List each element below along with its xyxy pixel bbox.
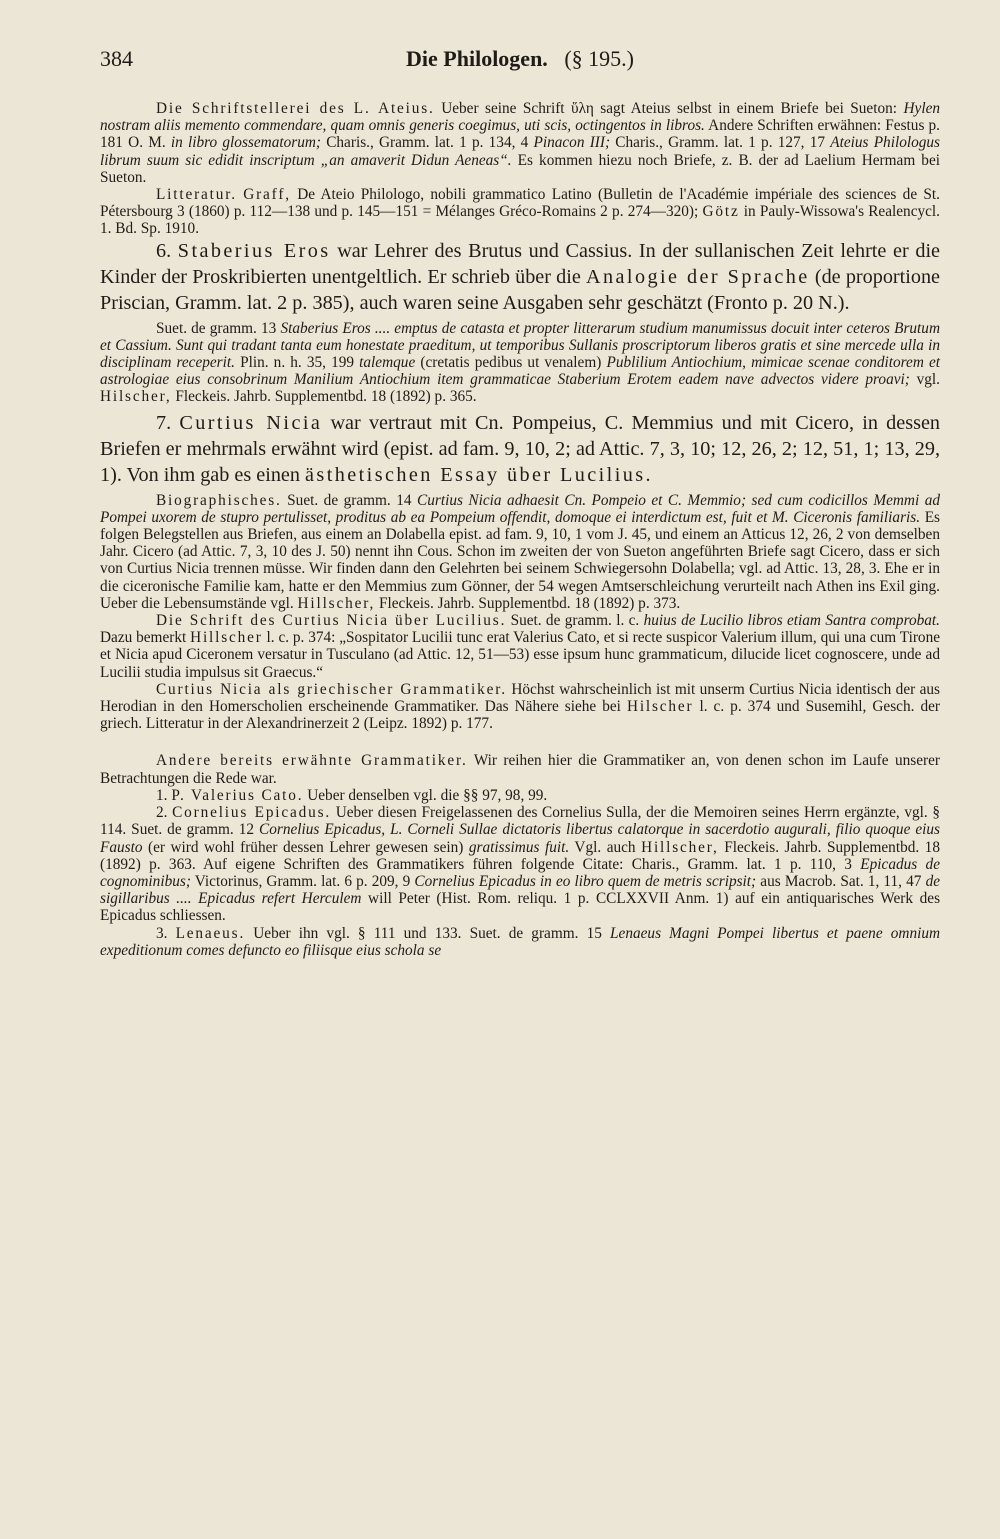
entry-number: 1. bbox=[156, 786, 168, 804]
page-body bbox=[100, 100, 940, 959]
paragraph-curtius-nicia: 7. Curtius Nicia war vertraut mit Cn. Pompeius, C. Memmius und mit Cicero, in dessen Briefen er mehrmals erwähnt wird (epist. ad fam. 9, 10, 2; ad Attic. 7, 3, 10; 12, 26, 2; 12, 51, 1; 13, 29, 1). Von ihm gab es einen ästhetischen Essay über Lucilius. bbox=[100, 411, 940, 486]
grammarian-name: Curtius Nicia bbox=[179, 411, 323, 434]
lead-phrase: Die Schriftstellerei des L. Ateius. bbox=[156, 100, 435, 117]
section-reference: (§ 195.) bbox=[564, 46, 634, 71]
page-header bbox=[100, 46, 940, 76]
work-title: Analogie der Sprache bbox=[586, 265, 810, 288]
lead-phrase: Biographisches. bbox=[156, 491, 282, 509]
page-number: 384 bbox=[100, 46, 133, 71]
paragraph-lucilius-work: Die Schrift des Curtius Nicia über Lucilius. Suet. de gramm. l. c. huius de Lucilio libros etiam Santra comprobat. Dazu bemerkt Hillscher l. c. p. 374: „Sospitator Lucilii tunc erat Valerius Cato, et si recte suspicor Valerium illum, qui una cum Tirone et Nicia apud Ciceronem versatur in Tusculano (ad Attic. 12, 51—53) esse ipsum hunc grammaticum, dilucide licet cognoscere, unde ad Lucilii studia impulsus sit Graecus.“ bbox=[100, 612, 941, 681]
author-name: Hilscher, bbox=[100, 388, 172, 406]
paragraph-biography: Biographisches. Suet. de gramm. 14 Curtius Nicia adhaesit Cn. Pompeio et C. Memmio; sed cum codicillos Memmi ad Pompei uxorem de stupro pertulisset, proditus ab ea Pompeium offendit, domoque ei interdictum est, fuit et M. Ciceronis familiaris. Es folgen Belegstellen aus Briefen, aus einem an Dolabella epist. ad fam. 9, 10, 1 vom J. 45, und einem an Atticus 12, 26, 2 von demselben Jahr. Cicero (ad Attic. 7, 3, 10 des J. 50) nennt ihn Cous. Schon im zweiten der von Sueton angeführten Briefe sagt Cicero, dass er sich von Curtius Nicia trennen müsse. Wir finden dann den Gelehrten bei seinem Schwiegersohn Dolabella; vgl. ad Attic. 13, 28, 3. Ehe er in die ciceronische Familie kam, hatte er den Memmius zum Gönner, der 54 wegen Amtserschleichung verurteilt nach Athen ins Exil ging. Ueber die Lebensumstände vgl. Hillscher, Fleckeis. Jahrb. Supplementbd. 18 (1892) p. 373. bbox=[100, 491, 940, 612]
paragraph-literature: Litteratur. Graff, De Ateio Philologo, nobili grammatico Latino (Bulletin de l'Académie impériale des sciences de St. Pétersbourg 3 (1860) p. 112—138 und p. 145—151 = Mélanges Gréco-Romains 2 p. 274—320); Götz in Pauly-Wissowa's Realencycl. 1. Bd. Sp. 1910. bbox=[100, 186, 941, 238]
lead-phrase: Die Schrift des Curtius Nicia über Lucilius. bbox=[156, 612, 507, 630]
author-name: Hilscher bbox=[626, 698, 694, 716]
paragraph-greek-grammarian: Curtius Nicia als griechischer Grammatiker. Höchst wahrscheinlich ist mit unserm Curtius Nicia identisch der aus Herodian in den Homerscholien erscheinende Grammatiker. Das Nähere siehe bei Hilscher l. c. p. 374 und Susemihl, Gesch. der griech. Litteratur in der Alexandrinerzeit 2 (Leipz. 1892) p. 177. bbox=[100, 680, 940, 733]
grammarian-name: Staberius Eros bbox=[177, 239, 331, 262]
author-name: Hillscher bbox=[190, 629, 263, 647]
author-name: Götz bbox=[702, 203, 740, 221]
paragraph-valerius-cato: 1. P. Valerius Cato. Ueber denselben vgl. die §§ 97, 98, 99. bbox=[156, 786, 548, 804]
paragraph-staberius-sources: Suet. de gramm. 13 Staberius Eros .... emptus de catasta et propter litterarum studium manumissus docuit inter ceteros Brutum et Cassium. Sunt qui tradant tanta eum honestate praeditum, ut temporibus Sullanis proscriptorum liberos gratis et sine mercede ulla in disciplinam receperit. Plin. n. h. 35, 199 talemque (cretatis pedibus ut venalem) Publilium Antiochium, mimicae scenae conditorem et astrologiae eius consobrinum Manilium Antiochium item grammaticae Staberium Erotem eadem nave advectos videre proavi; vgl. Hilscher, Fleckeis. Jahrb. Supplementbd. 18 (1892) p. 365. bbox=[100, 319, 941, 406]
grammarian-name: P. Valerius Cato. bbox=[171, 786, 304, 804]
paragraph-ateius-writings: Die Schriftstellerei des L. Ateius. Ueber seine Schrift ὕλη sagt Ateius selbst in einem Briefe bei Sueton: Hylen nostram aliis memento commendare, quam omnis generis coegimus, uti scis, octingentos in libros. Andere Schriften erwähnen: Festus p. 181 O. M. in libro glossematorum; Charis., Gramm. lat. 1 p. 134, 4 Pinacon III; Charis., Gramm. lat. 1 p. 127, 17 Ateius Philologus librum suum sic edidit inscriptum „an amaverit Didun Aeneas“. Es kommen hiezu noch Briefe, z. B. der ad Laelium Hermam bei Sueton. bbox=[100, 100, 941, 186]
running-title: Die Philologen. bbox=[406, 46, 548, 71]
grammarian-name: Lenaeus. bbox=[175, 924, 246, 942]
running-head bbox=[100, 46, 940, 72]
lead-phrase: Curtius Nicia als griechischer Grammatiker. bbox=[156, 680, 507, 698]
author-name: Hillscher, bbox=[641, 838, 719, 856]
work-title: ästhetischen Essay über Lucilius. bbox=[305, 463, 654, 486]
lead-phrase: Andere bereits erwähnte Grammatiker. bbox=[156, 752, 468, 770]
paragraph-cornelius-epicadus: 2. Cornelius Epicadus. Ueber diesen Freigelassenen des Cornelius Sulla, der die Memoiren seines Herrn ergänzte, vgl. § 114. Suet. de gramm. 12 Cornelius Epicadus, L. Corneli Sullae dictatoris libertus calatorque in sacerdotio augurali, filio quoque eius Fausto (er wird wohl früher dessen Lehrer gewesen sein) gratissimus fuit. Vgl. auch Hillscher, Fleckeis. Jahrb. Supplementbd. 18 (1892) p. 363. Auf eigene Schriften des Grammatikers führen folgende Citate: Charis., Gramm. lat. 1 p. 110, 3 Epicadus de cognominibus; Victorinus, Gramm. lat. 6 p. 209, 9 Cornelius Epicadus in eo libro quem de metris scripsit; aus Macrob. Sat. 1, 11, 47 de sigillaribus .... Epicadus refert Herculem will Peter (Hist. Rom. reliqu. 1 p. CCLXXVII Anm. 1) auf ein antiquarisches Werk des Epicadus schliessen. bbox=[100, 804, 941, 925]
author-name: Hillscher, bbox=[297, 594, 376, 612]
grammarian-name: Cornelius Epicadus. bbox=[172, 804, 332, 822]
entry-number: 2. bbox=[156, 804, 168, 822]
lead-phrase: Litteratur. bbox=[156, 186, 237, 204]
author-name: Graff, bbox=[243, 186, 291, 204]
paragraph-lenaeus: 3. Lenaeus. Ueber ihn vgl. § 111 und 133. Suet. de gramm. 15 Lenaeus Magni Pompei libertus et paene omnium expeditionum comes defuncto eo filiisque eius schola se bbox=[100, 924, 941, 959]
entry-number: 7. bbox=[156, 411, 172, 434]
entry-number: 3. bbox=[156, 924, 168, 942]
paragraph-other-grammarians: Andere bereits erwähnte Grammatiker. Wir reihen hier die Grammatiker an, von denen schon im Laufe unserer Betrachtungen die Rede war. bbox=[100, 752, 940, 787]
paragraph-staberius-eros: 6. Staberius Eros war Lehrer des Brutus und Cassius. In der sullanischen Zeit lehrte er die Kinder der Proskribierten unentgeltlich. Er schrieb über die Analogie der Sprache (de proportione Priscian, Gramm. lat. 2 p. 385), auch waren seine Ausgaben sehr geschätzt (Fronto p. 20 N.). bbox=[100, 239, 941, 314]
entry-number: 6. bbox=[156, 239, 172, 262]
